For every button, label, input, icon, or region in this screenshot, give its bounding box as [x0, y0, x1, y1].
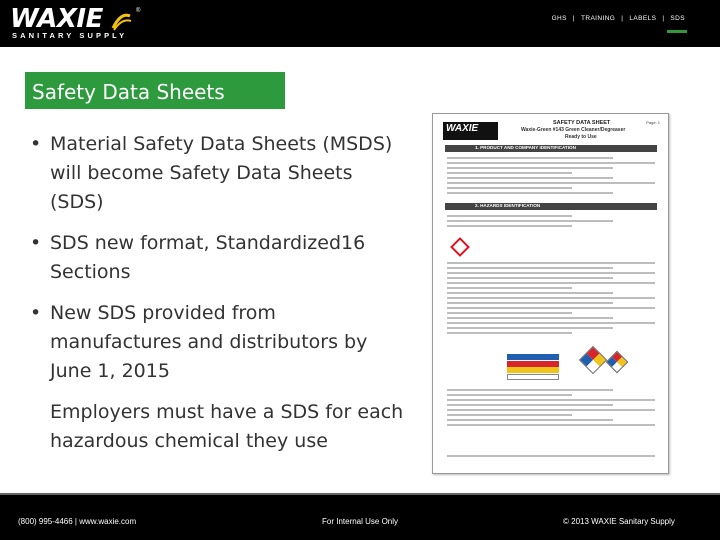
hmis-rating-icon [507, 354, 559, 380]
footer-internal-use: For Internal Use Only [322, 517, 399, 526]
ghs-pictogram-icon [450, 237, 470, 257]
doc-text-block [447, 259, 655, 337]
note-text: Employers must have a SDS for each hazardous chemical they use [50, 401, 404, 452]
logo-swoosh-icon [110, 10, 132, 32]
footer-divider [0, 493, 720, 495]
nfpa-diamond-icon [579, 346, 607, 374]
bullet-text: New SDS provided from manufactures and distributors by June 1, 2015 [50, 302, 368, 382]
doc-product-name: Waxie-Green #143 Green Cleaner/Degreaser [521, 127, 626, 133]
doc-logo: WAXIE [443, 122, 498, 140]
bullet-text: Material Safety Data Sheets (MSDS) will become Safety Data Sheets (SDS) [50, 133, 393, 213]
logo-tagline: SANITARY SUPPLY [12, 31, 128, 40]
bullet-marker: • [30, 133, 42, 155]
nav-separator: | [662, 15, 665, 22]
doc-text-block [447, 386, 655, 429]
nav-ghs[interactable]: GHS [551, 15, 567, 22]
footer-bar [0, 493, 720, 540]
footer-copyright: © 2013 WAXIE Sanitary Supply [563, 517, 675, 526]
nav-separator: | [572, 15, 575, 22]
doc-title: SAFETY DATA SHEET [553, 120, 611, 126]
doc-section-bar: 2. HAZARDS IDENTIFICATION [445, 203, 657, 210]
sds-document-image [432, 113, 669, 474]
bullet-marker: • [30, 232, 42, 254]
nav-training[interactable]: TRAINING [580, 15, 616, 22]
waxie-logo[interactable] [10, 6, 145, 42]
slide-title-box [25, 72, 285, 109]
nav-labels[interactable]: LABELS [629, 15, 657, 22]
bullet-item [30, 130, 410, 217]
doc-footer-line [447, 452, 655, 460]
top-nav [550, 15, 687, 22]
nfpa-diamond-icon [606, 351, 629, 374]
doc-section-bar: 1. PRODUCT AND COMPANY IDENTIFICATION [445, 145, 657, 152]
header-bar [0, 0, 720, 47]
logo-wordmark: WAXIE [10, 4, 103, 34]
doc-text-block [447, 154, 655, 197]
nav-active-indicator [667, 30, 687, 33]
doc-page-number: Page: 1 [646, 120, 660, 125]
slide-title: Safety Data Sheets [32, 80, 225, 104]
nav-sds[interactable]: SDS [670, 15, 685, 22]
footer-contact: (800) 995-4466 | www.waxie.com [18, 517, 137, 526]
doc-text-block [447, 212, 655, 230]
bullet-item [30, 229, 410, 287]
registered-mark-icon: ® [136, 8, 141, 14]
bullet-marker: • [30, 302, 42, 324]
nav-separator: | [621, 15, 624, 22]
bullet-text: SDS new format, Standardized16 Sections [50, 232, 366, 283]
bullet-item [30, 299, 410, 386]
bullet-list [30, 130, 410, 456]
doc-ready-to-use: Ready to Use [565, 134, 597, 140]
